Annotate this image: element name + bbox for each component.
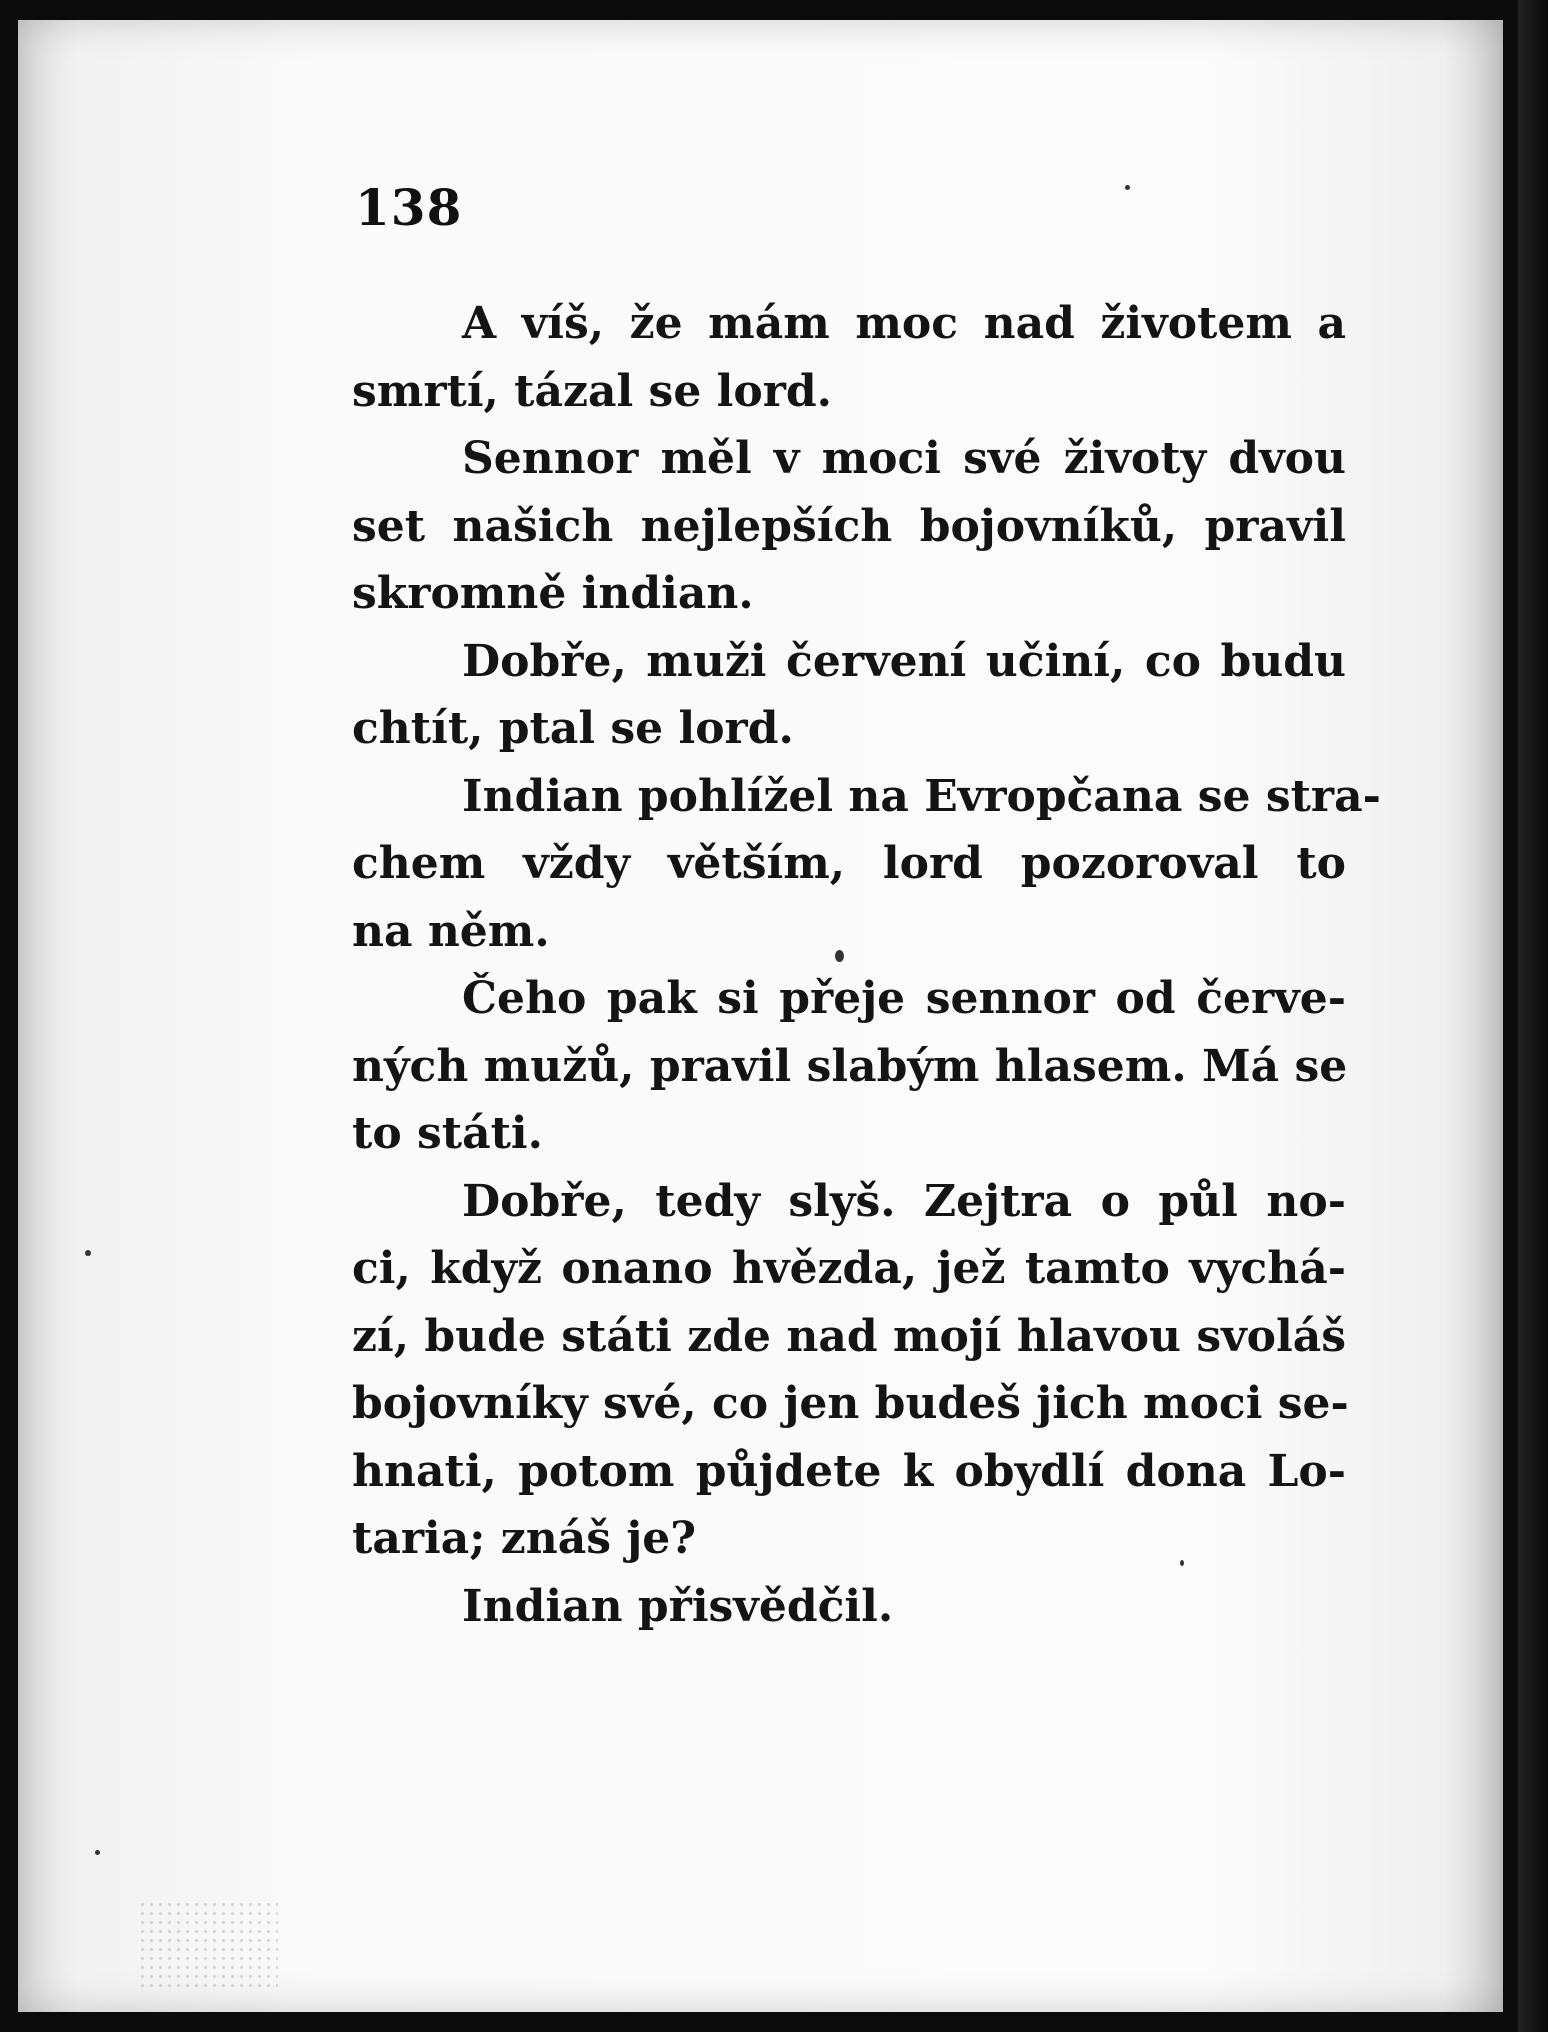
- text-line: Sennor měl v moci své životy dvou: [462, 433, 1346, 484]
- text-line: smrtí, tázal se lord.: [352, 365, 832, 417]
- text-line: A víš, že mám moc nad životem a: [462, 298, 1346, 349]
- paragraph: [352, 425, 1346, 628]
- text-line: Dobře, muži červení učiní, co budu: [462, 635, 1346, 687]
- print-noise: [138, 1900, 278, 1990]
- text-line: chtít, ptal se lord.: [352, 703, 794, 754]
- text-line: set našich nejlepších bojovníků, pravil: [352, 500, 1346, 552]
- text-line: hnati, potom půjdete k obydlí dona Lo-: [352, 1445, 1346, 1497]
- text-line: taria; znáš je?: [352, 1513, 697, 1564]
- page-edge-shadow: [1518, 0, 1548, 2032]
- paragraph: [352, 1168, 1349, 1573]
- paragraph: [352, 763, 1381, 966]
- paragraph: [352, 290, 1346, 425]
- paragraph: [352, 628, 1346, 763]
- ink-speck: [95, 1850, 100, 1855]
- text-line: Čeho pak si přeje sennor od červe-: [462, 973, 1346, 1024]
- ink-speck: [85, 1250, 91, 1256]
- text-line: to státi.: [352, 1108, 543, 1159]
- body-text: [352, 290, 1381, 1640]
- text-line: ných mužů, pravil slabým hlasem. Má se: [352, 1040, 1348, 1092]
- text-line: bojovníky své, co jen budeš jich moci se-: [352, 1378, 1349, 1429]
- ink-speck: [1125, 185, 1130, 190]
- text-line: ci, když onano hvězda, jež tamto vychá-: [352, 1243, 1346, 1294]
- page-number: 138: [355, 178, 463, 237]
- text-line: Indian pohlížel na Evropčana se stra-: [462, 770, 1381, 822]
- text-line: zí, bude státi zde nad mojí hlavou svoláš: [352, 1310, 1346, 1362]
- text-line: Indian přisvědčil.: [462, 1580, 894, 1632]
- text-line: Dobře, tedy slyš. Zejtra o půl no-: [462, 1175, 1346, 1227]
- text-line: chem vždy větším, lord pozoroval to: [352, 838, 1346, 889]
- paragraph: [352, 1573, 1346, 1641]
- ink-speck: [1180, 1560, 1184, 1566]
- ink-speck: [835, 950, 844, 962]
- paragraph: [352, 965, 1346, 1168]
- text-line: skromně indian.: [352, 568, 754, 619]
- text-line: na něm.: [352, 905, 550, 957]
